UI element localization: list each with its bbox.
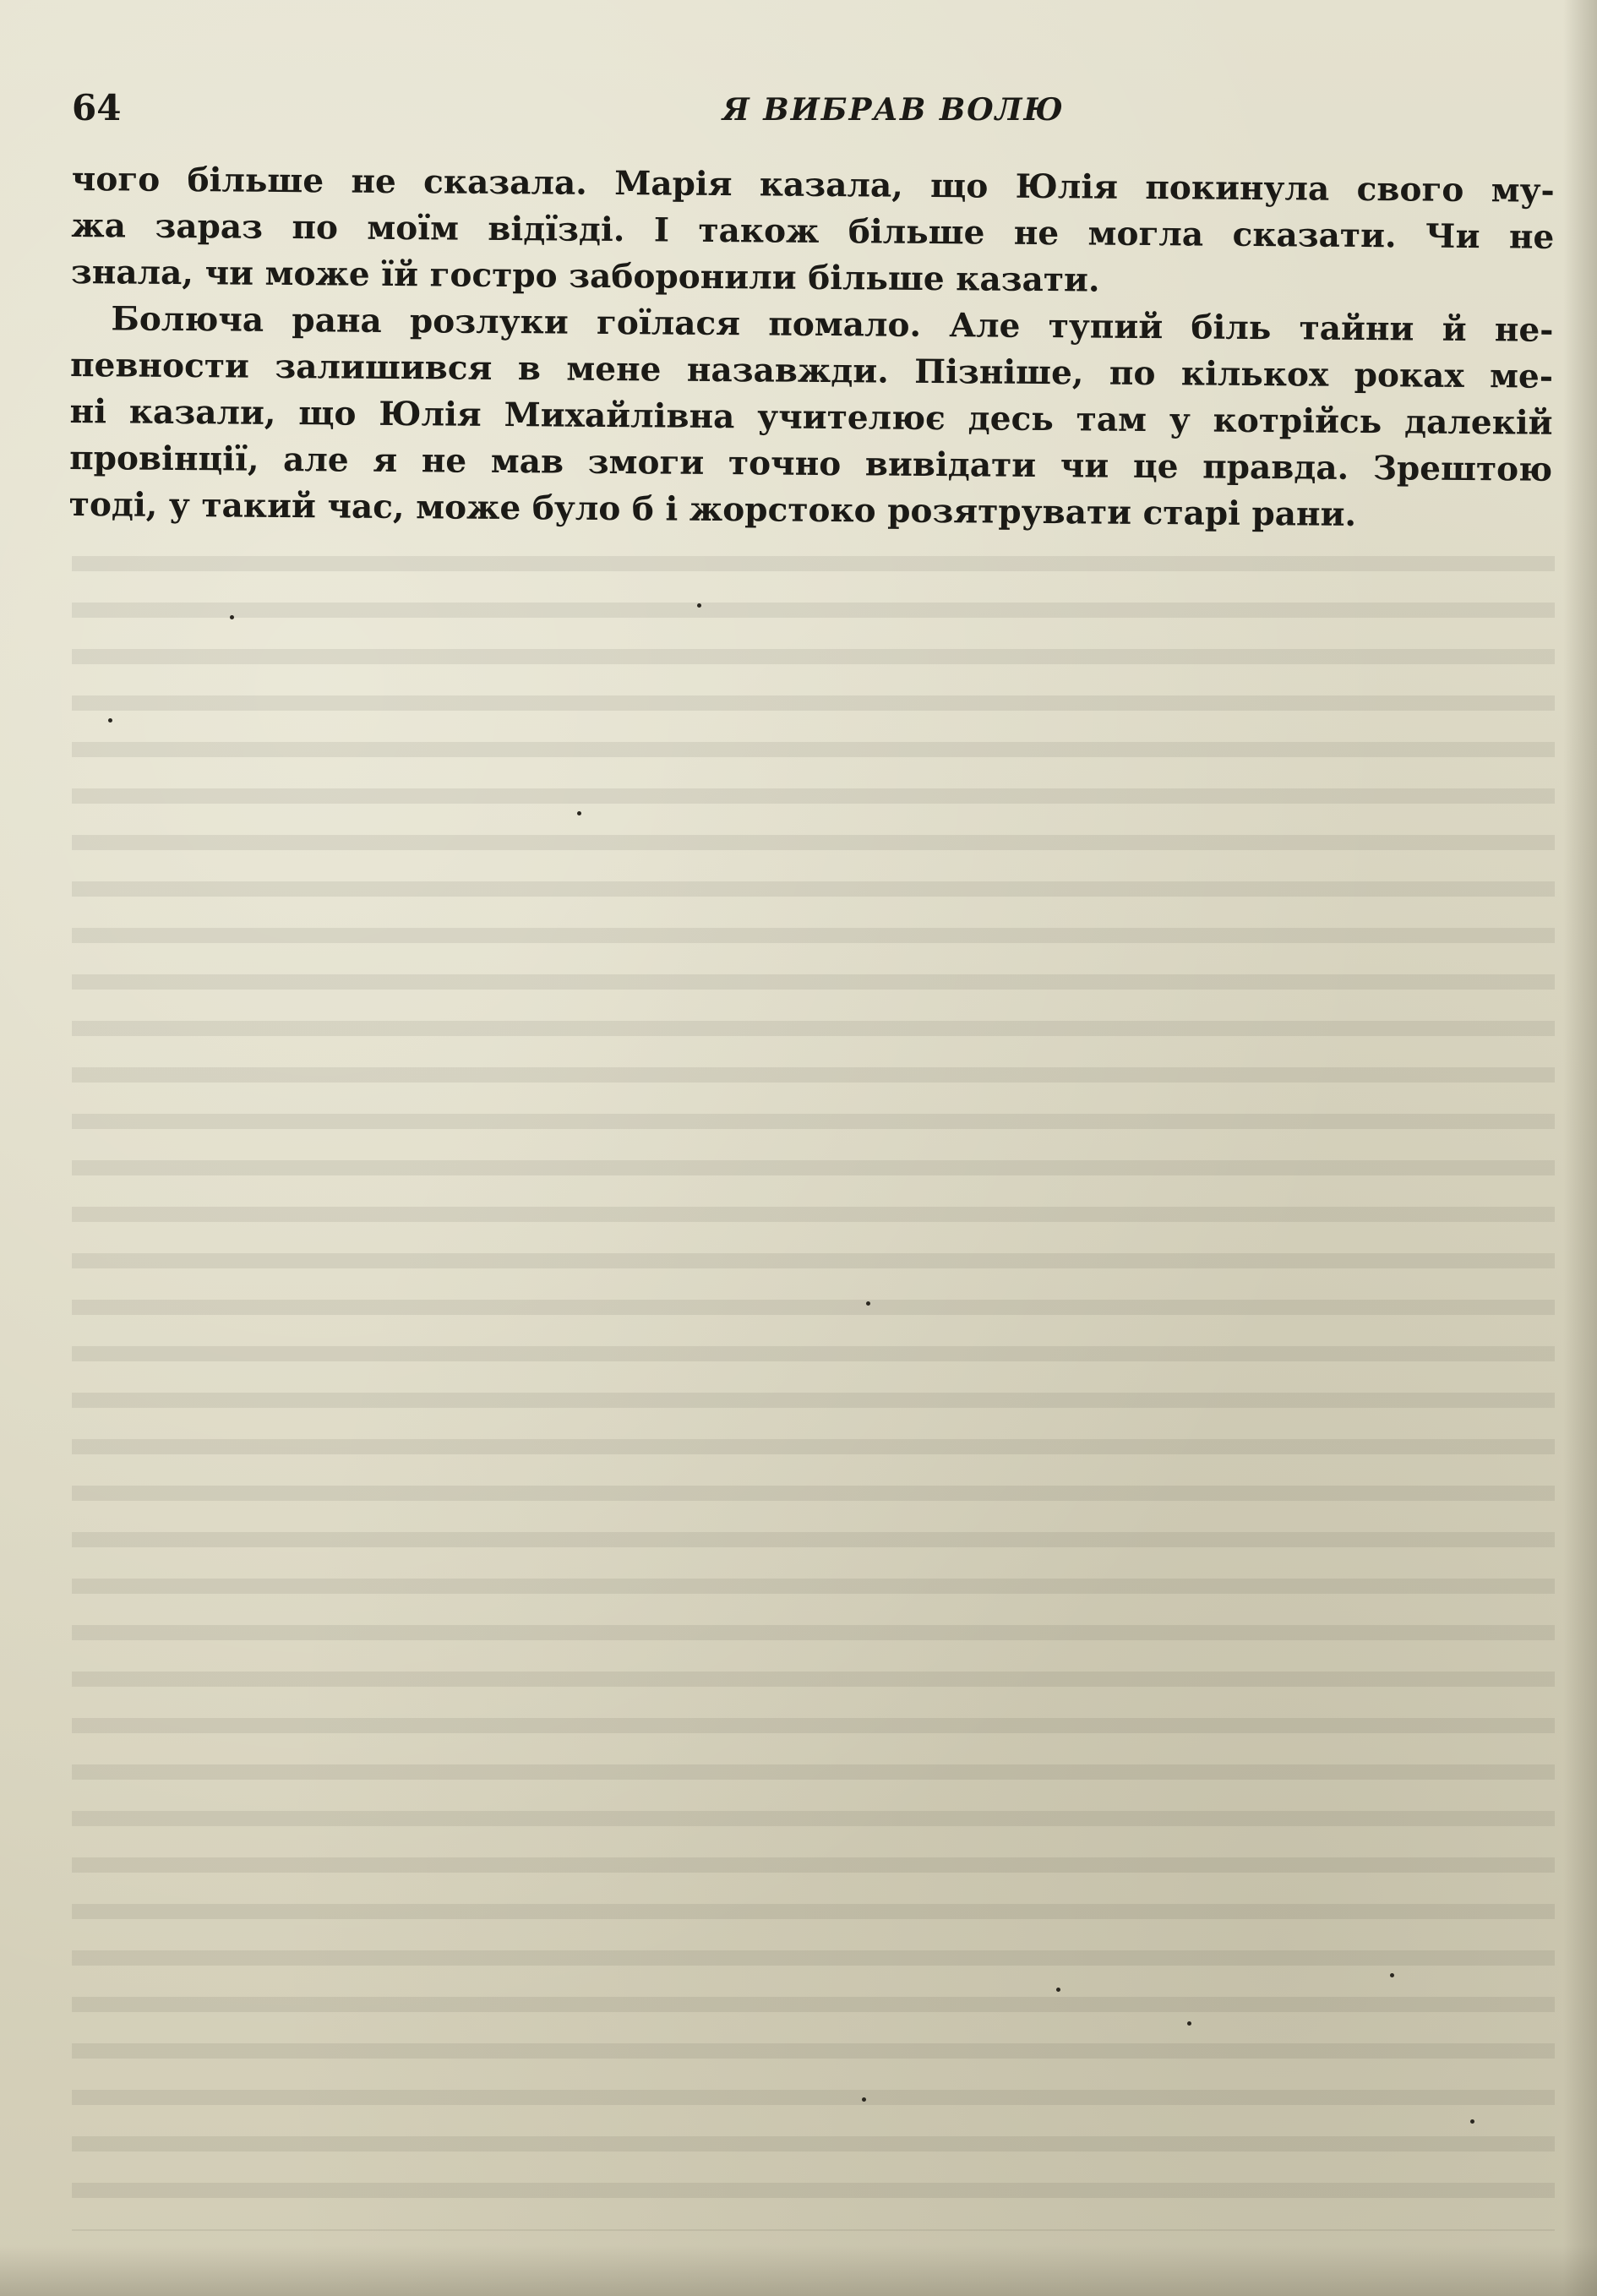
ink-speck: [1056, 1988, 1060, 1992]
page-edge-shadow-right: [1563, 0, 1597, 2296]
body-text: [69, 156, 1555, 540]
ink-speck: [230, 615, 234, 619]
page-edge-shadow-bottom: [0, 2245, 1597, 2296]
text-line: ні казали, що Юлія Михайлівна учителює десь там у котрійсь далекій: [69, 391, 1553, 443]
page-number: 64: [72, 87, 122, 128]
ink-speck: [862, 2097, 866, 2102]
text-line: певности залишився в мене назавжди. Пізніше, по кількох роках ме-: [69, 345, 1554, 396]
text-line: знала, чи може їй гостро заборонили більше казати.: [70, 252, 1100, 300]
text-line: жа зараз по моїм відїзді. І також більше не могла сказати. Чи не: [71, 205, 1555, 257]
text-line: чого більше не сказала. Марія казала, що Юлія покинула свого му-: [71, 159, 1555, 210]
ink-speck: [866, 1301, 870, 1306]
paragraph-2: [69, 296, 1554, 540]
text-line: тоді, у такий час, може було б і жорстоко розятрувати старі рани.: [68, 484, 1357, 534]
ink-speck: [1187, 2021, 1191, 2026]
ink-speck: [577, 811, 581, 815]
ink-speck: [1390, 1973, 1394, 1977]
ink-speck: [697, 603, 701, 608]
text-line: провінції, але я не мав змоги точно вивідати чи це правда. Зрештою: [69, 438, 1553, 489]
page-header: [72, 83, 1555, 134]
running-title: Я ВИБРАВ ВОЛЮ: [722, 92, 1065, 128]
text-line: Болюча рана розлуки гоїлася помало. Але тупий біль тайни й не-: [111, 299, 1554, 350]
paragraph-1: [71, 156, 1555, 308]
ink-speck: [1470, 2119, 1474, 2124]
show-through-text: [72, 541, 1555, 2231]
ink-speck: [108, 718, 112, 723]
